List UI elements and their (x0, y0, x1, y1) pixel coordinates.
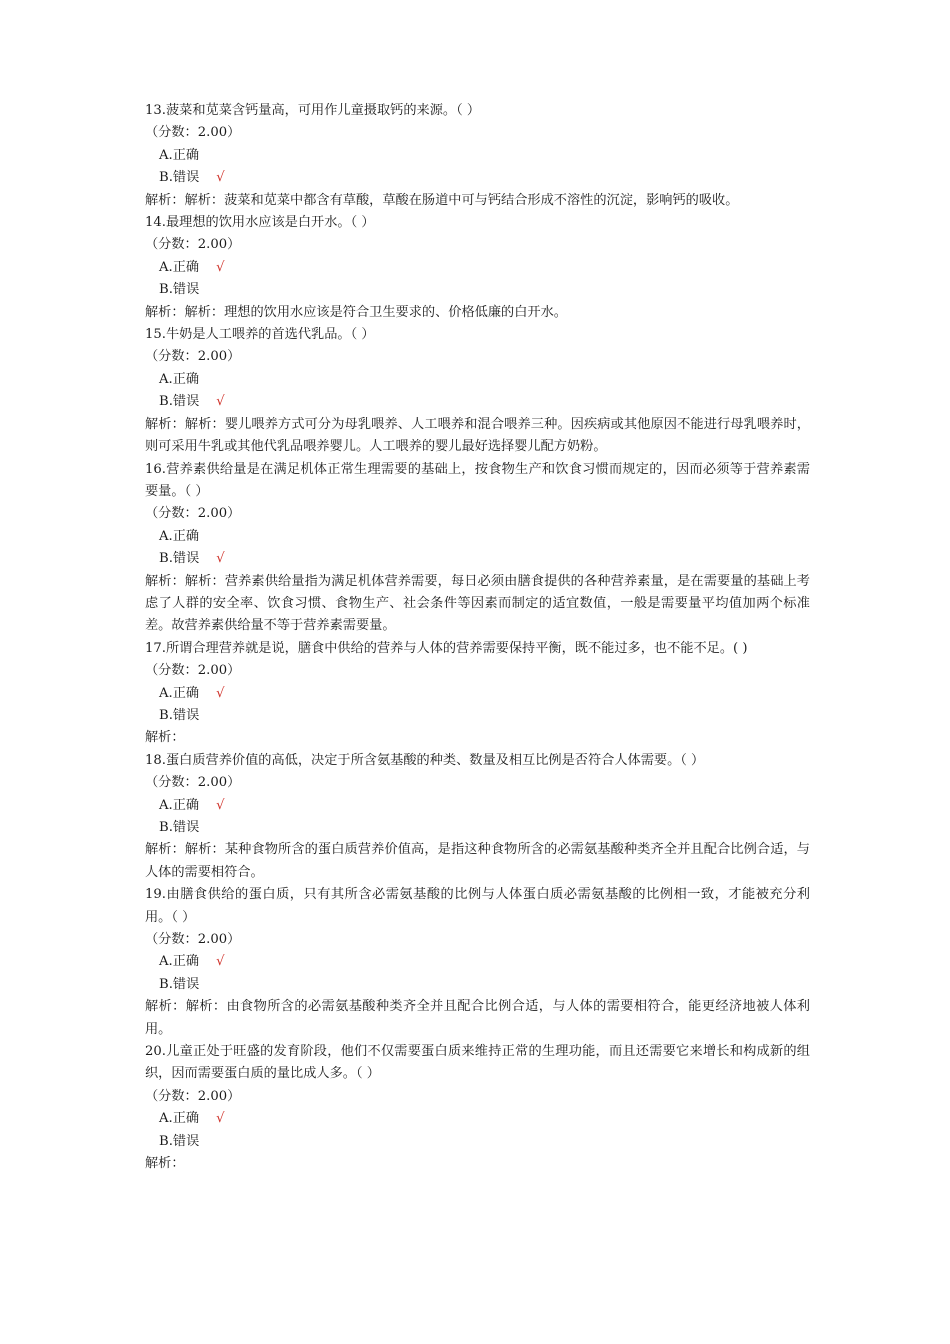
answer-check-mark: √ (216, 685, 225, 701)
option-label: B.错误 (159, 820, 200, 835)
option-a (145, 369, 810, 391)
question-analysis: 解析：解析：由食物所含的必需氨基酸种类齐全并且配合比例合适，与人体的需要相符合，能更经济地被人体利用。 (145, 999, 810, 1037)
option-b (145, 548, 810, 570)
question-score: （分数：2.00） (145, 1088, 241, 1104)
option-a (145, 795, 810, 817)
option-b (145, 705, 810, 727)
option-b (145, 817, 810, 839)
option-label: A.正确 (159, 528, 200, 544)
question-score: （分数：2.00） (145, 506, 241, 522)
question-score: （分数：2.00） (145, 663, 241, 679)
option-b (145, 279, 810, 301)
option-a (145, 1108, 810, 1130)
question-analysis: 解析：解析：婴儿喂养方式可分为母乳喂养、人工喂养和混合喂养三种。因疾病或其他原因不能进行母乳喂养时，则可采用牛乳或其他代乳品喂养婴儿。人工喂养的婴儿最好选择婴儿配方奶粉。 (145, 416, 810, 455)
question-text: 14.最理想的饮用水应该是白开水。（ ） (145, 215, 375, 231)
option-label: B.错误 (159, 551, 200, 567)
option-b (145, 1131, 810, 1153)
option-label: A.正确 (159, 1111, 200, 1127)
option-label: B.错误 (159, 170, 200, 186)
option-b (145, 167, 810, 189)
question-analysis: 解析：解析：理想的饮用水应该是符合卫生要求的、价格低廉的白开水。 (145, 304, 567, 320)
option-b (145, 974, 810, 996)
question-block (145, 750, 810, 884)
option-label: B.错误 (159, 282, 200, 298)
answer-check-mark: √ (216, 170, 225, 186)
option-a (145, 145, 810, 167)
question-block (145, 324, 810, 458)
answer-check-mark: √ (216, 797, 225, 813)
option-label: A.正确 (159, 954, 200, 970)
option-label: A.正确 (159, 147, 200, 163)
question-score: （分数：2.00） (145, 775, 241, 791)
question-analysis: 解析：解析：某种食物所含的蛋白质营养价值高，是指这种食物所含的必需氨基酸种类齐全并且配合比例合适，与人体的需要相符合。 (145, 842, 810, 880)
question-analysis: 解析：解析：营养素供给量指为满足机体营养需要，每日必须由膳食提供的各种营养素量，是在需要量的基础上考虑了人群的安全率、饮食习惯、食物生产、社会条件等因素而制定的适宜数值，一般是需要量平均值加两个标准差。故营养素供给量不等于营养素需要量。 (145, 573, 810, 634)
question-block (145, 1041, 810, 1175)
question-text: 13.菠菜和苋菜含钙量高，可用作儿童摄取钙的来源。（ ） (145, 103, 481, 118)
question-block (145, 884, 810, 1041)
question-block (145, 100, 810, 212)
option-label: B.错误 (159, 976, 200, 992)
question-text: 17.所谓合理营养就是说，膳食中供给的营养与人体的营养需要保持平衡，既不能过多，也不能不足。( ) (145, 640, 748, 656)
option-b (145, 391, 810, 413)
question-block (145, 638, 810, 750)
answer-check-mark: √ (216, 1111, 225, 1127)
question-analysis: 解析： (145, 1156, 185, 1172)
option-label: A.正确 (159, 797, 200, 813)
answer-check-mark: √ (216, 259, 225, 275)
question-score: （分数：2.00） (145, 125, 241, 141)
option-label: A.正确 (159, 685, 200, 701)
question-text: 19.由膳食供给的蛋白质，只有其所含必需氨基酸的比例与人体蛋白质必需氨基酸的比例相一致，才能被充分利用。（ ） (145, 887, 810, 925)
option-a (145, 683, 810, 705)
question-analysis: 解析：解析：菠菜和苋菜中都含有草酸，草酸在肠道中可与钙结合形成不溶性的沉淀，影响钙的吸收。 (145, 192, 739, 208)
option-label: A.正确 (159, 371, 200, 387)
question-text: 16.营养素供给量是在满足机体正常生理需要的基础上，按食物生产和饮食习惯而规定的，因而必须等于营养素需要量。（ ） (145, 461, 810, 499)
option-a (145, 526, 810, 548)
option-a (145, 951, 810, 973)
answer-check-mark: √ (216, 954, 225, 970)
question-text: 20.儿童正处于旺盛的发育阶段，他们不仅需要蛋白质来维持正常的生理功能，而且还需要它来增长和构成新的组织，因而需要蛋白质的量比成人多。（ ） (145, 1044, 810, 1082)
option-label: B.错误 (159, 707, 200, 723)
question-score: （分数：2.00） (145, 932, 241, 948)
option-a (145, 257, 810, 279)
question-text: 18.蛋白质营养价值的高低，决定于所含氨基酸的种类、数量及相互比例是否符合人体需要。（ ） (145, 752, 705, 768)
option-label: B.错误 (159, 394, 200, 410)
answer-check-mark: √ (216, 551, 225, 567)
question-text: 15.牛奶是人工喂养的首选代乳品。（ ） (145, 327, 375, 343)
exam-page (145, 100, 810, 1176)
question-score: （分数：2.00） (145, 349, 241, 365)
option-label: A.正确 (159, 259, 200, 275)
answer-check-mark: √ (216, 394, 225, 410)
question-score: （分数：2.00） (145, 237, 241, 253)
option-label: B.错误 (159, 1133, 200, 1149)
question-block (145, 459, 810, 638)
question-analysis: 解析： (145, 730, 185, 746)
question-block (145, 212, 810, 324)
